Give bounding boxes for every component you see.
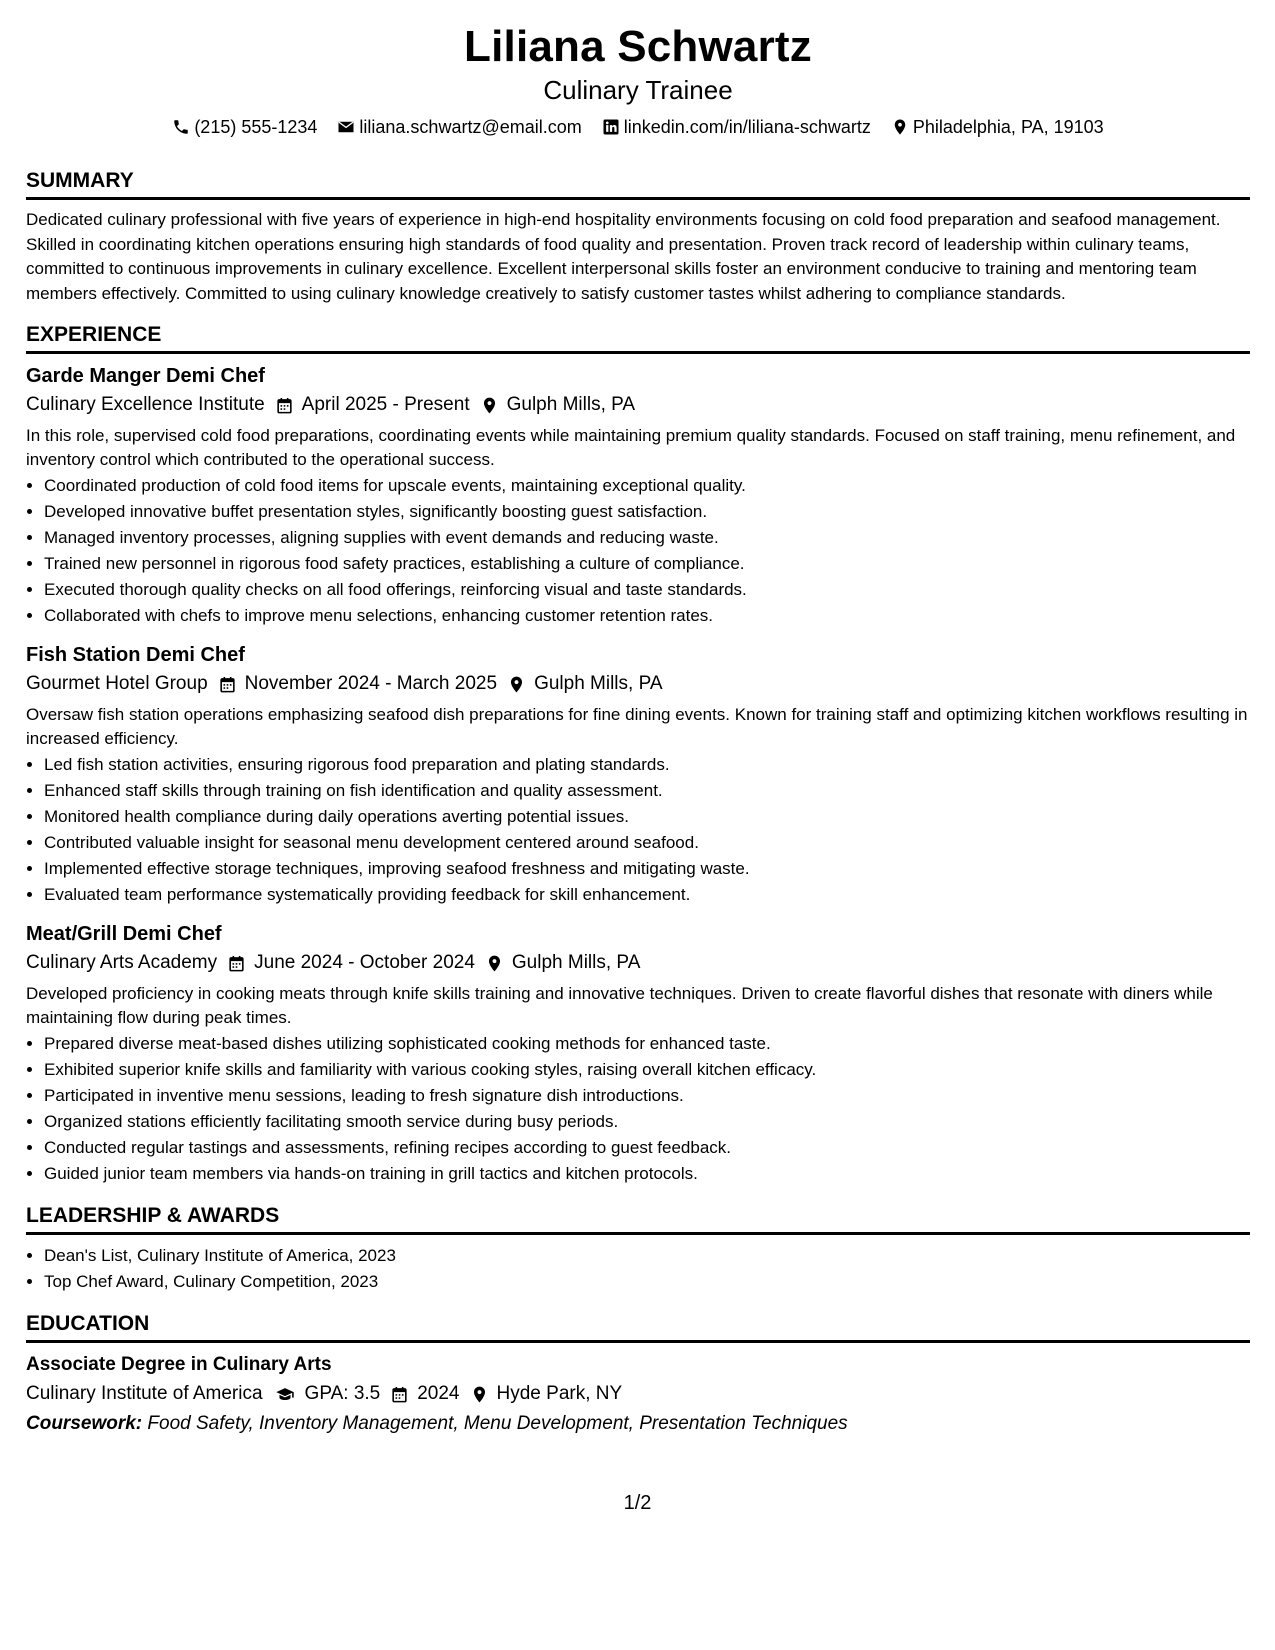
resume-header	[26, 22, 1250, 140]
section-heading: SUMMARY	[26, 168, 1250, 200]
location-text: Gulph Mills, PA	[534, 673, 663, 694]
education-meta	[26, 1379, 1250, 1409]
contact-bar	[26, 114, 1250, 140]
job-description: Oversaw fish station operations emphasizing seafood dish preparations for fine dining events. Known for training staff and optimizing kitchen workflows resulting in increased efficiency.	[26, 705, 1248, 748]
map-marker-icon	[480, 396, 499, 415]
list-item: • Prepared diverse meat-based dishes utilizing sophisticated cooking methods for enhanced taste.	[44, 1031, 1250, 1057]
job-location	[485, 948, 640, 978]
location-text: Hyde Park, NY	[496, 1383, 623, 1404]
list-item: • Participated in inventive menu sessions, leading to fresh signature dish introductions.	[44, 1083, 1250, 1109]
map-marker-icon	[891, 118, 909, 136]
job-title: Fish Station Demi Chef	[26, 644, 245, 666]
list-item: • Dean's List, Culinary Institute of America, 2023	[44, 1243, 1250, 1269]
job-title: Garde Manger Demi Chef	[26, 365, 265, 387]
education-gpa	[273, 1379, 381, 1409]
year-text: 2024	[417, 1383, 460, 1404]
list-item: • Developed innovative buffet presentation styles, significantly boosting guest satisfaction.	[44, 499, 1250, 525]
list-item: • Guided junior team members via hands-on training in grill tactics and kitchen protocols.	[44, 1161, 1250, 1187]
dates-text: April 2025 - Present	[301, 394, 470, 415]
list-item: • Executed thorough quality checks on all food offerings, reinforcing visual and taste standards.	[44, 577, 1250, 603]
company-name: Culinary Excellence Institute	[26, 394, 265, 415]
experience-section	[26, 322, 1250, 1187]
calendar-icon	[390, 1385, 409, 1404]
job-meta	[26, 390, 1250, 420]
list-item: • Monitored health compliance during daily operations averting potential issues.	[44, 804, 1250, 830]
coursework	[26, 1409, 1250, 1439]
candidate-name: Liliana Schwartz	[464, 22, 812, 71]
list-item: • Conducted regular tastings and assessments, refining recipes according to guest feedback.	[44, 1135, 1250, 1161]
coursework-label: Coursework:	[26, 1413, 143, 1434]
job-entry	[26, 641, 1250, 908]
job-bullets	[26, 473, 1250, 629]
list-item: • Contributed valuable insight for seasonal menu development centered around seafood.	[44, 830, 1250, 856]
section-heading: LEADERSHIP & AWARDS	[26, 1203, 1250, 1235]
map-marker-icon	[470, 1385, 489, 1404]
list-item: • Enhanced staff skills through training on fish identification and quality assessment.	[44, 778, 1250, 804]
list-item: • Evaluated team performance systematically providing feedback for skill enhancement.	[44, 882, 1250, 908]
contact-email[interactable]	[337, 114, 581, 140]
awards-section	[26, 1203, 1250, 1295]
section-heading: EXPERIENCE	[26, 322, 1250, 354]
job-entry	[26, 362, 1250, 629]
candidate-title: Culinary Trainee	[543, 75, 733, 105]
degree-title: Associate Degree in Culinary Arts	[26, 1354, 332, 1375]
phone-text: (215) 555-1234	[194, 117, 318, 137]
job-dates	[218, 669, 497, 699]
job-title: Meat/Grill Demi Chef	[26, 923, 222, 945]
calendar-icon	[227, 954, 246, 973]
job-dates	[227, 948, 475, 978]
graduation-cap-icon	[273, 1385, 297, 1404]
map-marker-icon	[485, 954, 504, 973]
job-description: Developed proficiency in cooking meats through knife skills training and innovative techniques. Driven to create flavorful dishes that resonate with diners while maintaining flow during peak times.	[26, 984, 1213, 1027]
job-entry	[26, 920, 1250, 1187]
linkedin-text: linkedin.com/in/liliana-schwartz	[623, 117, 871, 137]
job-description: In this role, supervised cold food preparations, coordinating events while maintaining premium quality standards. Focused on staff training, menu refinement, and inventory control which contributed to the operational success.	[26, 426, 1236, 469]
dates-text: November 2024 - March 2025	[244, 673, 498, 694]
job-location	[507, 669, 662, 699]
job-meta	[26, 948, 1250, 978]
list-item: • Top Chef Award, Culinary Competition, 2023	[44, 1269, 1250, 1295]
job-location	[480, 390, 635, 420]
gpa-text: GPA: 3.5	[304, 1383, 381, 1404]
page-number: 1/2	[623, 1492, 652, 1514]
awards-list	[26, 1243, 1250, 1295]
phone-icon	[172, 118, 190, 136]
list-item: • Coordinated production of cold food items for upscale events, maintaining exceptional quality.	[44, 473, 1250, 499]
education-year	[390, 1379, 459, 1409]
contact-phone[interactable]	[172, 114, 317, 140]
map-marker-icon	[507, 675, 526, 694]
email-text: liliana.schwartz@email.com	[359, 117, 582, 137]
job-bullets	[26, 752, 1250, 908]
education-location	[470, 1379, 623, 1409]
section-heading: EDUCATION	[26, 1311, 1250, 1343]
education-section	[26, 1311, 1250, 1439]
list-item: • Collaborated with chefs to improve menu selections, enhancing customer retention rates.	[44, 603, 1250, 629]
school-name: Culinary Institute of America	[26, 1383, 263, 1404]
job-bullets	[26, 1031, 1250, 1187]
list-item: • Trained new personnel in rigorous food safety practices, establishing a culture of compliance.	[44, 551, 1250, 577]
company-name: Culinary Arts Academy	[26, 952, 218, 973]
list-item: • Managed inventory processes, aligning supplies with event demands and reducing waste.	[44, 525, 1250, 551]
summary-text: Dedicated culinary professional with five years of experience in high-end hospitality environments focusing on cold food preparation and seafood management. Skilled in coordinating kitchen operations ensuring high standards of food quality and presentation. Proven track record of leadership within culinary teams, committed to continuous improvements in culinary excellence. Excellent interpersonal skills foster an environment conducive to training and mentoring team members effectively. Committed to using culinary knowledge creatively to satisfy customer tastes whilst adhering to compliance standards.	[26, 210, 1221, 303]
contact-linkedin[interactable]	[602, 114, 871, 140]
job-dates	[275, 390, 470, 420]
location-text: Philadelphia, PA, 19103	[912, 117, 1104, 137]
dates-text: June 2024 - October 2024	[254, 952, 475, 973]
location-text: Gulph Mills, PA	[506, 394, 636, 415]
list-item: • Implemented effective storage techniques, improving seafood freshness and mitigating waste.	[44, 856, 1250, 882]
summary-section	[26, 168, 1250, 306]
job-meta	[26, 669, 1250, 699]
coursework-text: Food Safety, Inventory Management, Menu Development, Presentation Techniques	[147, 1413, 848, 1434]
location-text: Gulph Mills, PA	[511, 952, 641, 973]
contact-location	[891, 114, 1104, 140]
calendar-icon	[275, 396, 294, 415]
company-name: Gourmet Hotel Group	[26, 673, 208, 694]
resume-page	[26, 22, 1250, 1439]
list-item: • Led fish station activities, ensuring rigorous food preparation and plating standards.	[44, 752, 1250, 778]
list-item: • Exhibited superior knife skills and familiarity with various cooking styles, raising overall kitchen efficacy.	[44, 1057, 1250, 1083]
envelope-icon	[337, 118, 355, 136]
list-item: • Organized stations efficiently facilitating smooth service during busy periods.	[44, 1109, 1250, 1135]
calendar-icon	[218, 675, 237, 694]
linkedin-icon	[602, 118, 620, 136]
